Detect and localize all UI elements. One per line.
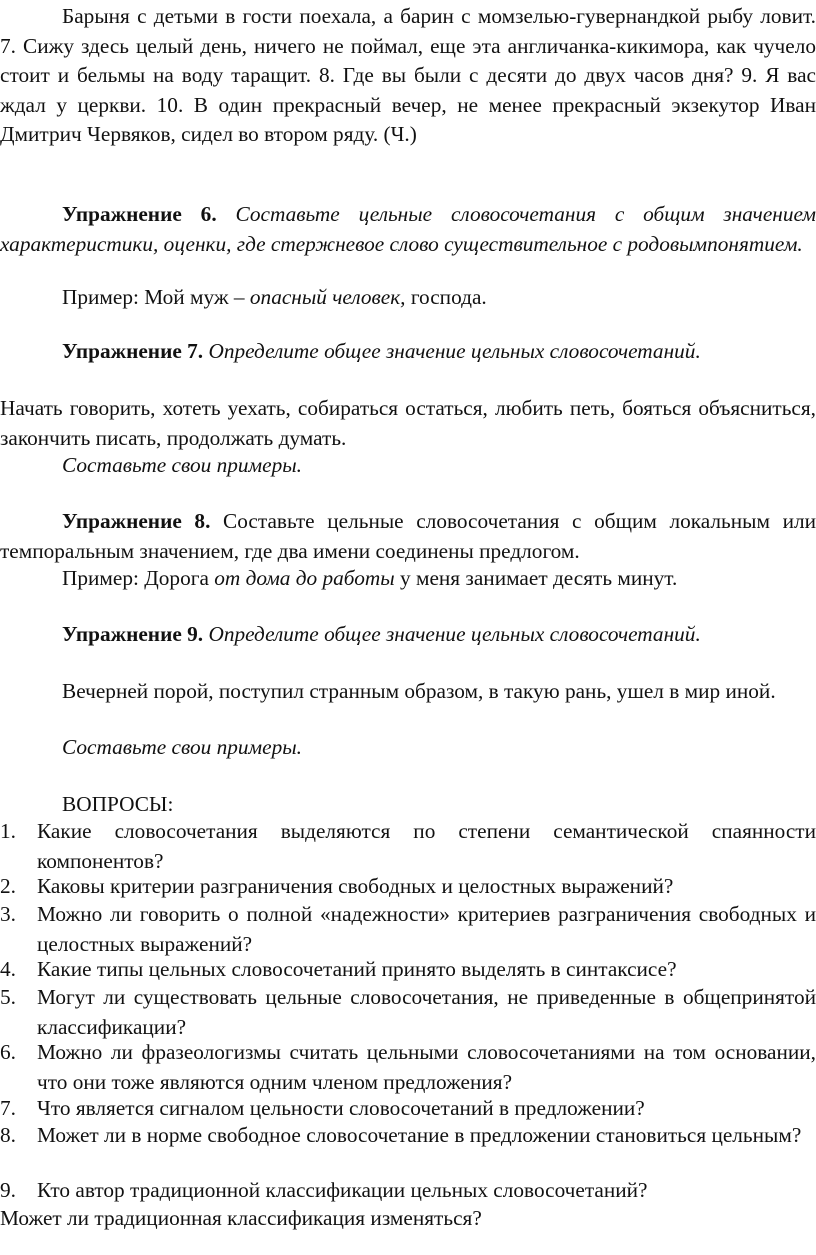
exercise-9-items: Вечерней порой, поступил странным образом, в такую рань, ушел в мир иной. (62, 679, 776, 703)
questions-final: Может ли традиционная классификация изменяться? (0, 1206, 482, 1230)
question-text: Каковы критерии разграничения свободных и целостных выражений? (37, 874, 674, 898)
exercise-6-task: Составьте цельные словосочетания с общим значением характеристики, оценки, где стержневое слово существительное с родовымпонятием. (0, 202, 816, 256)
question-number: 3. (0, 902, 16, 926)
question-item (0, 955, 816, 985)
question-number: 9. (0, 1178, 16, 1202)
question-text: Что является сигналом цельности словосочетаний в предложении? (37, 1096, 645, 1120)
question-number: 6. (0, 1040, 16, 1064)
exercise-9-own: Составьте свои примеры. (62, 735, 302, 759)
question-number: 1. (0, 819, 16, 843)
question-text: Можно ли говорить о полной «надежности» критериев разграничения свободных и целостных выражений? (37, 902, 816, 956)
question-number: 7. (0, 1096, 16, 1120)
exercise-7-task: Определите общее значение цельных словосочетаний. (208, 339, 701, 363)
question-number: 8. (0, 1123, 16, 1147)
exercise-8-example-suffix: у меня занимает десять минут. (394, 566, 678, 590)
question-text: Кто автор традиционной классификации цельных словосочетаний? (37, 1178, 648, 1202)
exercise-6-label: Упражнение 6. (62, 202, 217, 226)
exercise-7 (0, 337, 816, 367)
exercise-8-example (0, 564, 816, 594)
question-item (0, 817, 816, 876)
questions-heading: ВОПРОСЫ: (62, 792, 174, 816)
exercise-6-example-suffix: господа. (405, 285, 487, 309)
exercise-9-label: Упражнение 9. (62, 622, 204, 646)
question-item (0, 1121, 816, 1151)
exercise-7-items: Начать говорить, хотеть уехать, собираться остаться, любить петь, бояться объясниться, закончить писать, продолжать думать. (0, 396, 816, 450)
exercise-8 (0, 507, 816, 566)
question-item (0, 1176, 816, 1206)
question-item (0, 1094, 816, 1124)
question-text: Какие типы цельных словосочетаний принято выделять в синтаксисе? (37, 957, 677, 981)
exercise-6-example-italic: опасный человек, (249, 285, 406, 309)
question-number: 5. (0, 985, 16, 1009)
question-number: 4. (0, 957, 16, 981)
exercise-9 (0, 620, 816, 650)
exercise-8-task: Составьте цельные словосочетания с общим локальным или темпоральным значением, где два имени соединены предлогом. (0, 509, 816, 563)
question-item (0, 1038, 816, 1097)
question-text: Какие словосочетания выделяются по степени семантической спаянности компонентов? (37, 819, 816, 873)
exercise-8-example-prefix: Пример: Дорога (62, 566, 215, 590)
continuation-paragraph: Барыня с детьми в гости поехала, а барин с момзелью-гувернандкой рыбу ловит. 7. Сижу здесь целый день, ничего не поймал, еще эта англичанка-кикимора, как чучело стоит и бельмы на воду таращит. 8. Где вы были с десяти до двух часов дня? 9. Я вас ждал у церкви. 10. В один прекрасный вечер, не менее прекрасный экзекутор Иван Дмитрич Червяков, сидел во втором ряду. (Ч.) (0, 4, 816, 147)
question-text: Может ли в норме свободное словосочетание в предложении становиться цельным? (37, 1123, 802, 1147)
question-number: 2. (0, 874, 16, 898)
exercise-7-label: Упражнение 7. (62, 339, 204, 363)
question-text: Можно ли фразеологизмы считать цельными словосочетаниями на том основании, что они тоже являются одним членом предложения? (37, 1040, 816, 1094)
exercise-6-example (0, 283, 816, 313)
question-item (0, 983, 816, 1042)
question-item (0, 872, 816, 902)
exercise-6-example-prefix: Пример: Мой муж – (62, 285, 250, 309)
question-text: Могут ли существовать цельные словосочетания, не приведенные в общепринятой классификации? (37, 985, 816, 1039)
exercise-7-own: Составьте свои примеры. (62, 453, 302, 477)
exercise-6 (0, 200, 816, 259)
question-item (0, 900, 816, 959)
exercise-9-task: Определите общее значение цельных словосочетаний. (208, 622, 701, 646)
exercise-8-example-italic: от дома до работы (214, 566, 395, 590)
exercise-8-label: Упражнение 8. (62, 509, 211, 533)
